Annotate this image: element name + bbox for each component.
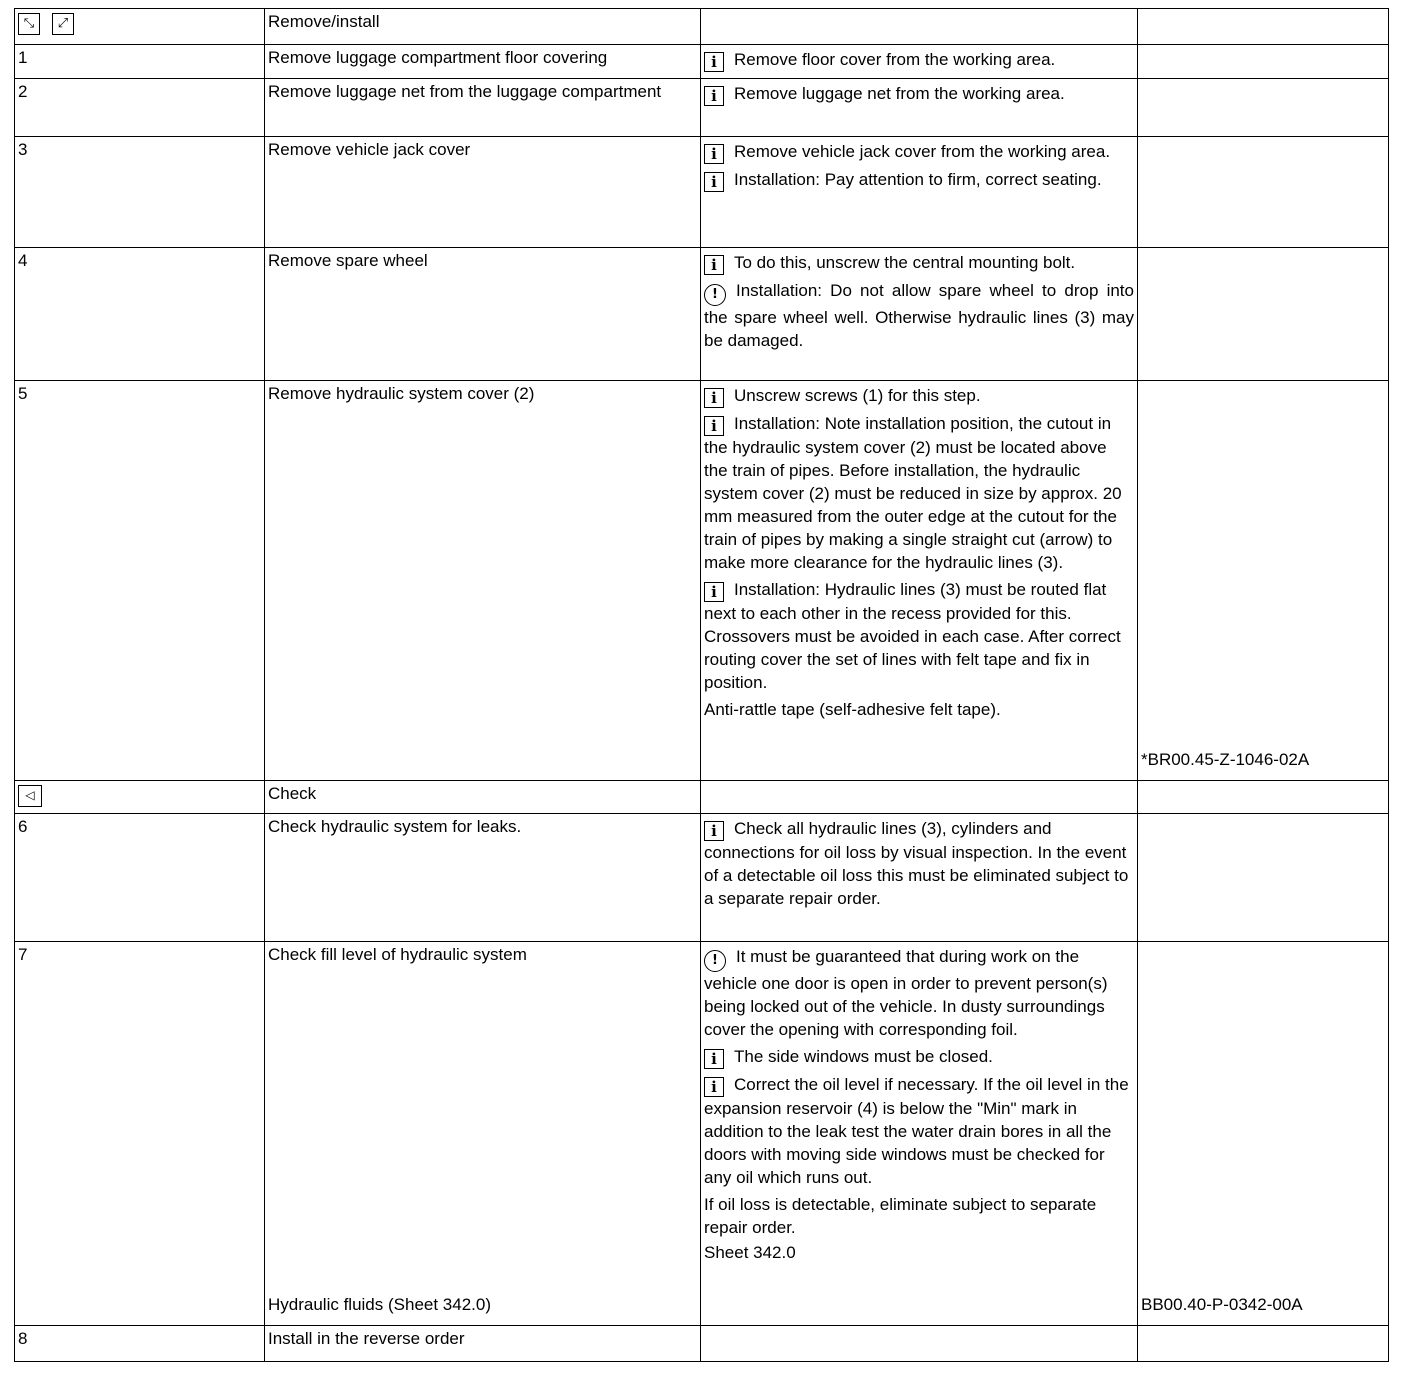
section-title: Check	[265, 781, 701, 814]
step-number: 6	[15, 814, 265, 942]
note-text: Remove vehicle jack cover from the working area.	[734, 142, 1111, 161]
material-note: Anti-rattle tape (self-adhesive felt tape).	[704, 700, 1001, 719]
step-description: Check fill level of hydraulic system	[268, 945, 527, 964]
info-icon: i	[704, 582, 724, 602]
note-text: The side windows must be closed.	[734, 1047, 993, 1066]
procedure-table	[14, 8, 1389, 1362]
section-title: Remove/install	[265, 9, 701, 45]
step-description: Remove hydraulic system cover (2)	[265, 381, 701, 781]
info-icon: i	[704, 416, 724, 436]
remove-icon: ⤡	[18, 13, 40, 35]
step-notes	[701, 137, 1138, 248]
document-reference: BB00.40-P-0342-00A	[1141, 1295, 1303, 1314]
step-description: Remove spare wheel	[265, 248, 701, 381]
header-icons-cell	[15, 9, 265, 45]
step-notes	[701, 79, 1138, 137]
step-notes	[701, 942, 1138, 1326]
extra-note: If oil loss is detectable, eliminate subject to separate repair order.	[704, 1195, 1097, 1237]
step-number: 5	[15, 381, 265, 781]
info-icon: i	[704, 172, 724, 192]
table-row	[15, 814, 1389, 942]
step-number: 7	[15, 942, 265, 1326]
step-description-cell	[265, 942, 701, 1326]
info-icon: i	[704, 255, 724, 275]
table-row	[15, 248, 1389, 381]
step-notes	[701, 248, 1138, 381]
table-row	[15, 942, 1389, 1326]
step-number: 8	[15, 1326, 265, 1362]
note-text: Remove luggage net from the working area.	[734, 84, 1065, 103]
note-text: Unscrew screws (1) for this step.	[734, 386, 981, 405]
step-description: Install in the reverse order	[265, 1326, 701, 1362]
sheet-reference: Sheet 342.0	[704, 1243, 796, 1262]
note-text: Installation: Note installation position, the cutout in the hydraulic system cover (2) must be located above the train of pipes. Before installation, the hydraulic system cover (2) must be reduced in size by approx. 20 mm measured from the outer edge at the cutout for the train of pipes by making a single straight cut (arrow) to make more clearance for the hydraulic lines (3).	[704, 414, 1122, 572]
table-row-check-header	[15, 781, 1389, 814]
info-icon: i	[704, 52, 724, 72]
document-reference: *BR00.45-Z-1046-02A	[1141, 750, 1310, 769]
check-icon-cell	[15, 781, 265, 814]
reference-cell	[1138, 942, 1389, 1326]
table-row-remove-install-header	[15, 9, 1389, 45]
warning-icon: !	[704, 284, 726, 306]
info-icon: i	[704, 1077, 724, 1097]
warning-icon: !	[704, 950, 726, 972]
table-row	[15, 79, 1389, 137]
step-description: Remove luggage net from the luggage compartment	[265, 79, 701, 137]
note-text: Installation: Hydraulic lines (3) must be routed flat next to each other in the recess provided for this. Crossovers must be avoided in each case. After correct routing cover the set of lines with felt tape and fix in position.	[704, 580, 1121, 692]
note-text: To do this, unscrew the central mounting bolt.	[734, 253, 1076, 272]
reference-cell	[1138, 381, 1389, 781]
install-icon: ⤢	[52, 13, 74, 35]
step-description: Remove luggage compartment floor covering	[265, 45, 701, 79]
step-number: 4	[15, 248, 265, 381]
note-text: Correct the oil level if necessary. If the oil level in the expansion reservoir (4) is below the "Min" mark in addition to the leak test the water drain bores in all the doors with moving side windows must be checked for any oil which runs out.	[704, 1075, 1129, 1187]
note-text: It must be guaranteed that during work on the vehicle one door is open in order to prevent person(s) being locked out of the vehicle. In dusty surroundings cover the opening with corresponding foil.	[704, 947, 1108, 1039]
fluid-label: Hydraulic fluids (Sheet 342.0)	[268, 1295, 492, 1314]
info-icon: i	[704, 821, 724, 841]
info-icon: i	[704, 1049, 724, 1069]
info-icon: i	[704, 144, 724, 164]
table-row	[15, 381, 1389, 781]
step-number: 1	[15, 45, 265, 79]
step-description: Check hydraulic system for leaks.	[265, 814, 701, 942]
step-notes	[701, 45, 1138, 79]
table-row	[15, 45, 1389, 79]
table-row	[15, 1326, 1389, 1362]
info-icon: i	[704, 86, 724, 106]
note-text: Installation: Do not allow spare wheel to drop into the spare wheel well. Otherwise hydraulic lines (3) may be damaged.	[704, 281, 1134, 350]
step-description: Remove vehicle jack cover	[265, 137, 701, 248]
step-number: 2	[15, 79, 265, 137]
note-text: Installation: Pay attention to firm, correct seating.	[734, 170, 1102, 189]
check-icon: ◁	[18, 785, 42, 807]
note-text: Check all hydraulic lines (3), cylinders and connections for oil loss by visual inspection. In the event of a detectable oil loss this must be eliminated subject to a separate repair order.	[704, 819, 1129, 908]
step-notes	[701, 381, 1138, 781]
info-icon: i	[704, 388, 724, 408]
step-number: 3	[15, 137, 265, 248]
table-row	[15, 137, 1389, 248]
note-text: Remove floor cover from the working area.	[734, 50, 1056, 69]
step-notes	[701, 814, 1138, 942]
